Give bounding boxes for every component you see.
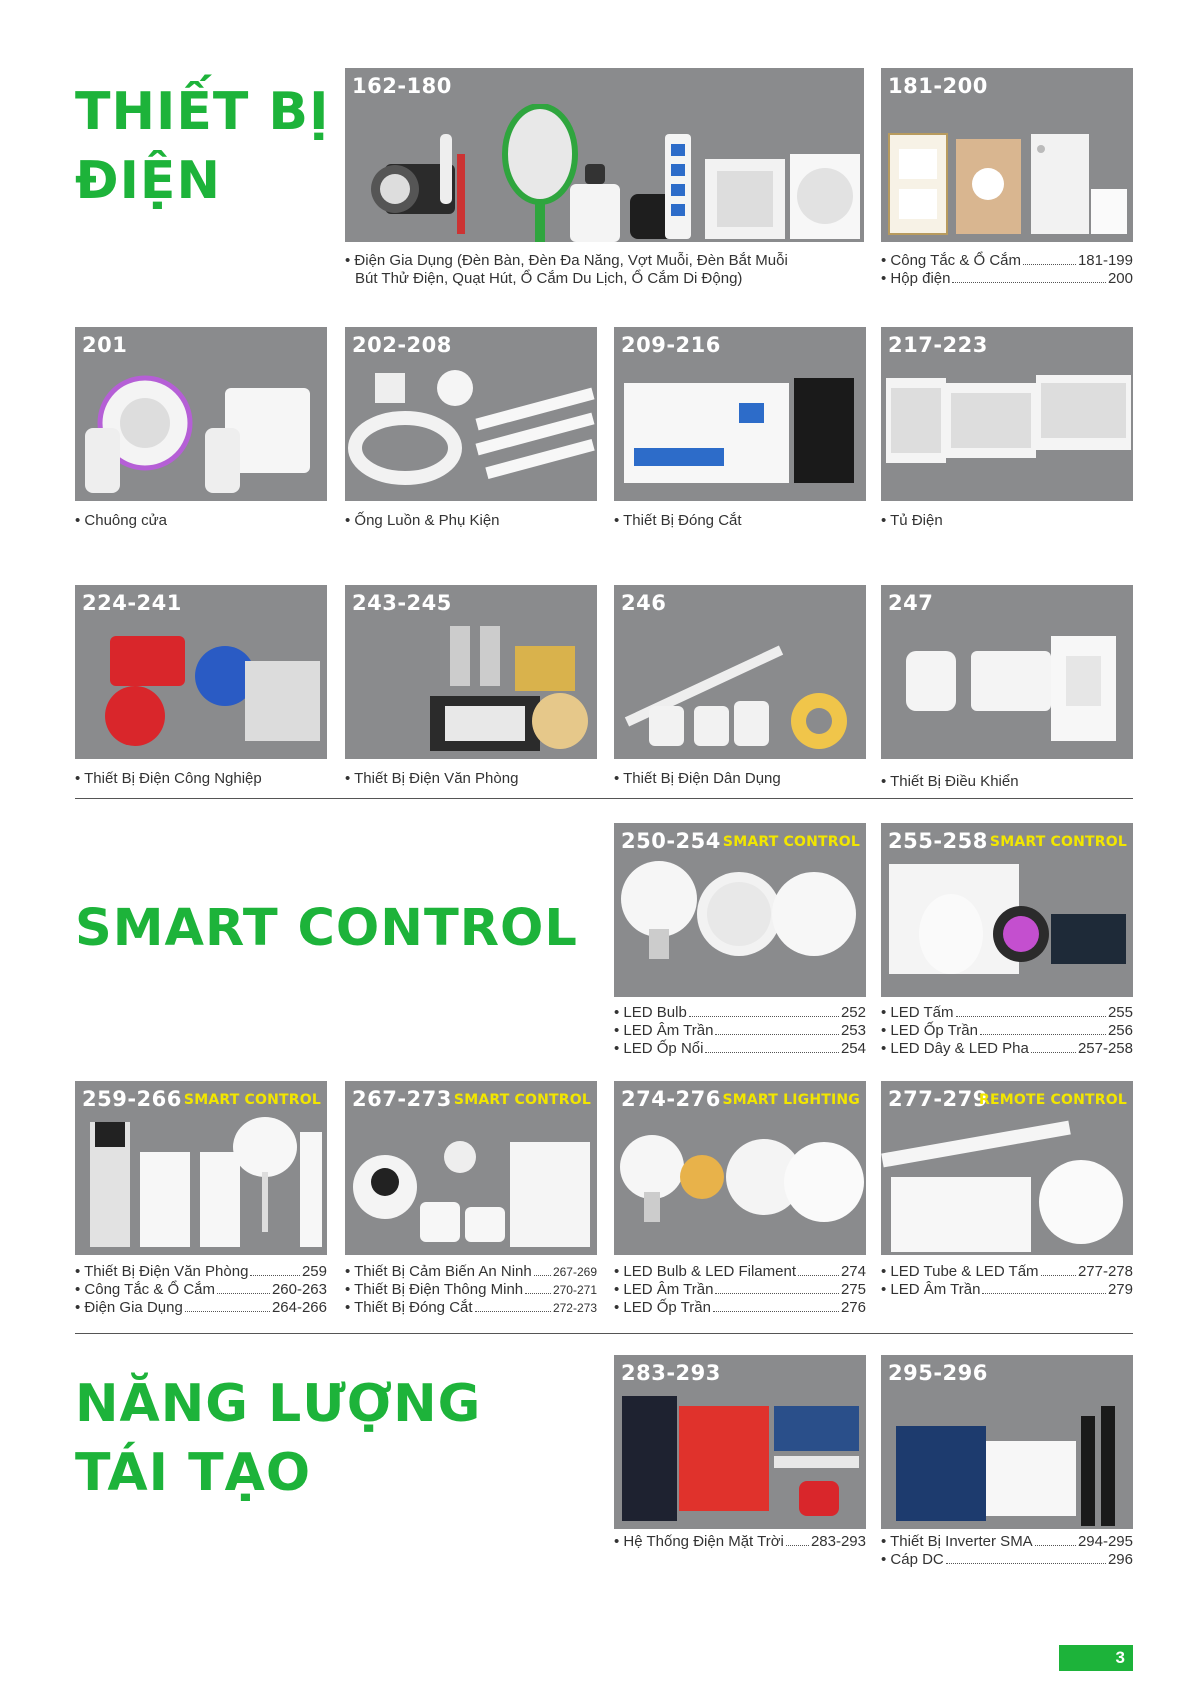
category-card-162-180[interactable] (345, 68, 864, 242)
category-desc-247 (881, 773, 1133, 791)
category-card-259-266[interactable] (75, 1081, 327, 1255)
industrial-plug-image (75, 621, 327, 759)
category-tag: SMART CONTROL (453, 1092, 591, 1108)
page-range: 243-245 (352, 591, 452, 615)
section-title-line: THIẾT BỊ (75, 82, 330, 142)
page-range: 255-258 (888, 829, 988, 853)
index-row: • LED Âm Trần 253 (614, 1022, 866, 1039)
category-card-274-276[interactable] (614, 1081, 866, 1255)
category-card-295-296[interactable] (881, 1355, 1133, 1529)
page-range: 162-180 (352, 74, 452, 98)
page-range: 202-208 (352, 333, 452, 357)
conduit-image (345, 363, 597, 501)
index-row: • Cáp DC 296 (881, 1551, 1133, 1568)
category-card-201[interactable] (75, 327, 327, 501)
category-card-202-208[interactable] (345, 327, 597, 501)
household-appliances-image (345, 104, 864, 242)
page-range: 277-279 (888, 1087, 988, 1111)
category-desc-217-223 (881, 512, 1133, 530)
category-desc-246 (614, 770, 866, 788)
category-desc-295-296 (881, 1533, 1133, 1569)
page-range: 246 (621, 591, 667, 615)
page-range: 250-254 (621, 829, 721, 853)
smart-lighting-image (614, 1117, 866, 1255)
doorbell-image (75, 363, 327, 501)
index-row: • Hộp điện 200 (881, 270, 1133, 287)
category-tag: SMART LIGHTING (722, 1092, 860, 1108)
page-range: 181-200 (888, 74, 988, 98)
divider (75, 1333, 1133, 1334)
index-row: • Điện Gia Dụng 264-266 (75, 1299, 327, 1316)
index-row: • Thiết Bị Inverter SMA 294-295 (881, 1533, 1133, 1550)
category-card-246[interactable] (614, 585, 866, 759)
section-title-thiet-bi-dien (75, 78, 329, 215)
index-row: • LED Âm Trần 279 (881, 1281, 1133, 1298)
section-title-line: SMART CONTROL (75, 899, 578, 958)
circuit-breaker-image (614, 363, 866, 501)
category-card-283-293[interactable] (614, 1355, 866, 1529)
section-title-line: ĐIỆN (75, 150, 221, 211)
category-desc-259-266 (75, 1263, 327, 1317)
category-card-247[interactable] (881, 585, 1133, 759)
index-row: • LED Âm Trần 275 (614, 1281, 866, 1298)
category-card-243-245[interactable] (345, 585, 597, 759)
index-row: • Công Tắc & Ổ Cắm 181-199 (881, 252, 1133, 269)
solar-system-image (614, 1391, 866, 1529)
desc-line: • Chuông cửa (75, 512, 168, 529)
index-row: • LED Tube & LED Tấm 277-278 (881, 1263, 1133, 1280)
page-range: 217-223 (888, 333, 988, 357)
page-range: 274-276 (621, 1087, 721, 1111)
desc-line: • Thiết Bị Điện Công Nghiệp (75, 770, 262, 787)
index-row: • LED Ốp Nổi 254 (614, 1040, 866, 1057)
section-title-nang-luong (75, 1370, 481, 1507)
index-row: • Thiết Bị Cảm Biến An Ninh 267-269 (345, 1263, 597, 1280)
page-range: 267-273 (352, 1087, 452, 1111)
category-desc-224-241 (75, 770, 327, 788)
divider (75, 798, 1133, 799)
switches-sockets-image (881, 104, 1133, 242)
desc-line: • Thiết Bị Điện Dân Dụng (614, 770, 781, 787)
index-row: • Công Tắc & Ổ Cắm 260-263 (75, 1281, 327, 1298)
category-desc-201 (75, 512, 327, 530)
index-row: • Thiết Bị Đóng Cắt 272-273 (345, 1299, 597, 1316)
category-card-209-216[interactable] (614, 327, 866, 501)
category-desc-243-245 (345, 770, 597, 788)
page-range: 283-293 (621, 1361, 721, 1385)
page-range: 259-266 (82, 1087, 182, 1111)
desc-line: • Tủ Điện (881, 512, 943, 529)
index-row: • LED Bulb & LED Filament 274 (614, 1263, 866, 1280)
page-range: 247 (888, 591, 934, 615)
category-card-255-258[interactable] (881, 823, 1133, 997)
smart-sensor-image (345, 1117, 597, 1255)
remote-led-image (881, 1117, 1133, 1255)
led-panel-image (881, 859, 1133, 997)
desc-line: • Thiết Bị Điện Văn Phòng (345, 770, 519, 787)
category-desc-274-276 (614, 1263, 866, 1317)
category-card-224-241[interactable] (75, 585, 327, 759)
index-row: • LED Dây & LED Pha 257-258 (881, 1040, 1133, 1057)
desc-line: Bút Thử Điện, Quạt Hút, Ổ Cắm Du Lịch, Ổ Cắm Di Động) (355, 270, 743, 287)
category-card-267-273[interactable] (345, 1081, 597, 1255)
smart-office-image (75, 1117, 327, 1255)
control-device-image (881, 621, 1133, 759)
category-desc-283-293 (614, 1533, 866, 1551)
office-equipment-image (345, 621, 597, 759)
distribution-box-image (881, 363, 1133, 501)
category-tag: REMOTE CONTROL (978, 1092, 1127, 1108)
category-tag: SMART CONTROL (989, 834, 1127, 850)
led-bulb-image (614, 859, 866, 997)
index-row: • Thiết Bị Điện Thông Minh 270-271 (345, 1281, 597, 1298)
desc-line: • Điện Gia Dụng (Đèn Bàn, Đèn Đa Năng, Vợt Muỗi, Đèn Bắt Muỗi (345, 252, 788, 269)
inverter-image (881, 1391, 1133, 1529)
index-row: • LED Tấm 255 (881, 1004, 1133, 1021)
category-desc-181-200 (881, 252, 1133, 288)
page-range: 224-241 (82, 591, 182, 615)
desc-line: • Thiết Bị Điều Khiển (881, 773, 1019, 790)
residential-equipment-image (614, 621, 866, 759)
page-range: 201 (82, 333, 128, 357)
index-row: • LED Bulb 252 (614, 1004, 866, 1021)
category-card-250-254[interactable] (614, 823, 866, 997)
index-row: • LED Ốp Trần 276 (614, 1299, 866, 1316)
category-desc-202-208 (345, 512, 597, 530)
category-desc-255-258 (881, 1004, 1133, 1058)
category-card-217-223[interactable] (881, 327, 1133, 501)
index-row: • LED Ốp Trần 256 (881, 1022, 1133, 1039)
category-desc-209-216 (614, 512, 866, 530)
section-title-smart-control (75, 895, 578, 962)
index-row: • Hệ Thống Điện Mặt Trời 283-293 (614, 1533, 866, 1550)
category-card-277-279[interactable] (881, 1081, 1133, 1255)
desc-line: • Ống Luồn & Phụ Kiện (345, 512, 500, 529)
category-tag: SMART CONTROL (722, 834, 860, 850)
category-desc-250-254 (614, 1004, 866, 1058)
section-title-line: TÁI TẠO (75, 1442, 312, 1503)
index-row: • Thiết Bị Điện Văn Phòng 259 (75, 1263, 327, 1280)
category-desc-277-279 (881, 1263, 1133, 1299)
section-title-line: NĂNG LƯỢNG (75, 1374, 482, 1434)
category-tag: SMART CONTROL (183, 1092, 321, 1108)
category-desc-267-273 (345, 1263, 597, 1317)
category-desc-162-180 (345, 252, 864, 288)
page-number: 3 (1059, 1645, 1133, 1671)
category-card-181-200[interactable] (881, 68, 1133, 242)
desc-line: • Thiết Bị Đóng Cắt (614, 512, 742, 529)
page-range: 295-296 (888, 1361, 988, 1385)
page-range: 209-216 (621, 333, 721, 357)
